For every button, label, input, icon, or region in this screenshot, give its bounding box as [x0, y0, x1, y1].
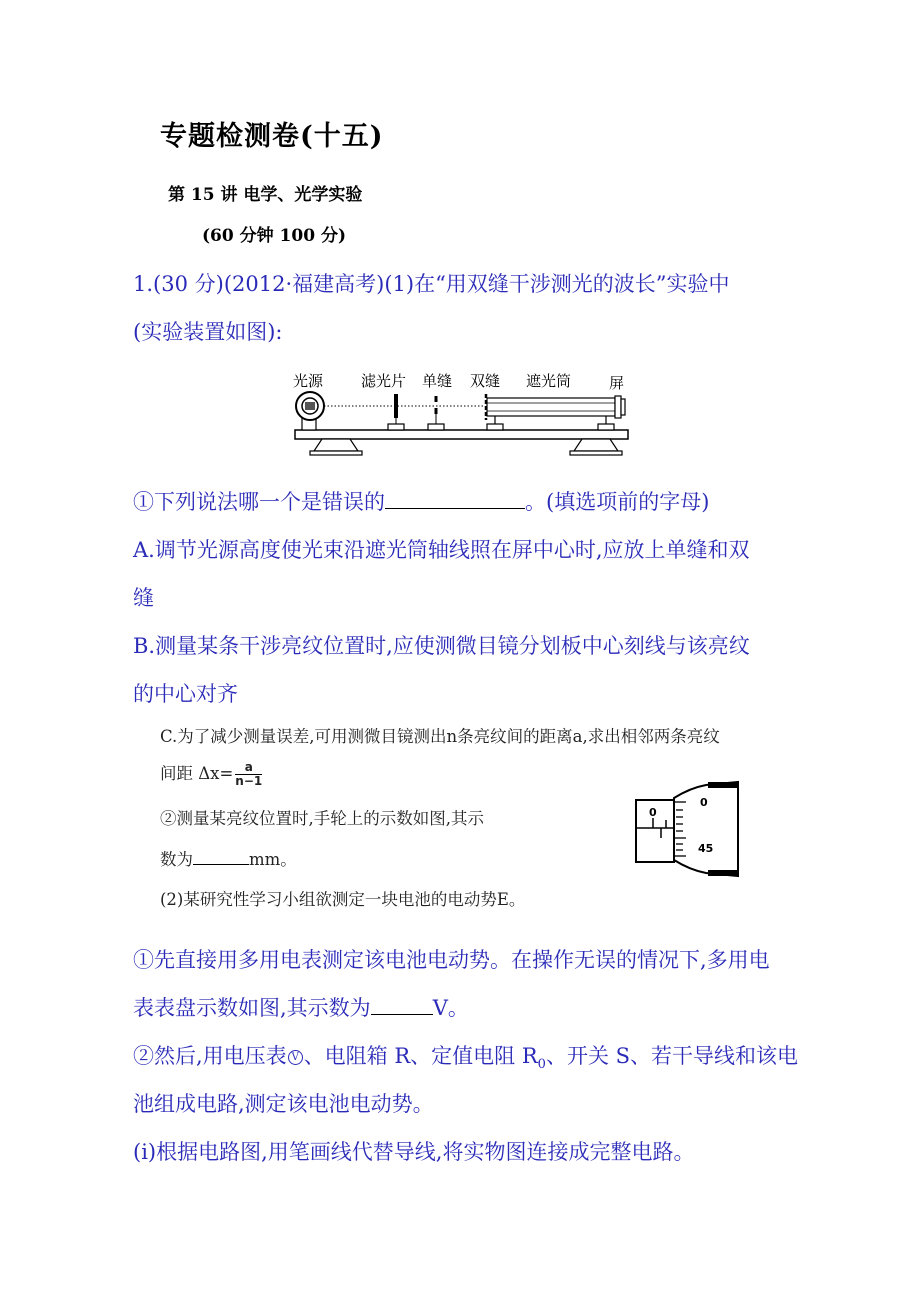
label-double-slit: 双缝 — [470, 372, 501, 390]
q2-step2-components: 、电阻箱 R、定值电阻 R — [303, 1044, 538, 1068]
micrometer-reading-figure — [630, 780, 742, 878]
q2-step2-line2: 池组成电路,测定该电池电动势。 — [133, 1092, 434, 1116]
option-a-line2: 缝 — [133, 586, 154, 610]
q2-step2-prompt: ②然后,用电压表 — [133, 1044, 287, 1068]
q2-step1-line2 — [133, 992, 469, 1022]
option-b-line2: 的中心对齐 — [133, 682, 238, 706]
thimble-mark-45: 45 — [698, 842, 714, 855]
q1-stem-line1: 1.(30 分)(2012·福建高考)(1)在“用双缝干涉测光的波长”实验中 — [133, 272, 730, 296]
thimble-mark-0: 0 — [700, 796, 708, 809]
q1-part-b: (2)某研究性学习小组欲测定一块电池的电动势E。 — [160, 890, 526, 909]
q1-part2-prompt: 数为 — [160, 850, 193, 869]
q1-part1-instruction: 。(填选项前的字母) — [525, 490, 710, 514]
answer-blank-3[interactable] — [371, 993, 433, 1015]
light-shield-tube — [487, 398, 615, 416]
unit-volt: V。 — [432, 996, 469, 1020]
main-scale-zero: 0 — [649, 806, 657, 819]
q1-part2-line1: ②测量某亮纹位置时,手轮上的示数如图,其示 — [160, 809, 484, 828]
option-a-line1: A.调节光源高度使光束沿遮光筒轴线照在屏中心时,应放上单缝和双 — [133, 538, 750, 562]
bench-foot-right — [574, 439, 618, 451]
lesson-subtitle: 第 15 讲 电学、光学实验 — [168, 185, 363, 205]
q2-step2-line1 — [133, 1040, 798, 1072]
time-score-info: (60 分钟 100 分) — [202, 226, 346, 246]
fraction-denominator: n−1 — [235, 774, 263, 788]
option-c-line1: C.为了减少测量误差,可用测微目镜测出n条亮纹间的距离a,求出相邻两条亮纹 — [160, 727, 720, 746]
fraction-a-over-n-1 — [235, 761, 262, 788]
q1-part2-line2 — [160, 846, 297, 870]
unit-mm: mm。 — [249, 850, 297, 869]
screen-eyepiece — [615, 396, 621, 418]
fraction-numerator: a — [235, 761, 262, 775]
label-single-slit: 单缝 — [422, 372, 453, 390]
label-filter: 滤光片 — [361, 372, 407, 390]
q1-stem-line2: (实验装置如图): — [133, 320, 283, 344]
r0-subscript: 0 — [537, 1057, 546, 1073]
q1-part1-prompt: ①下列说法哪一个是错误的 — [133, 490, 385, 514]
voltmeter-symbol-icon: V — [288, 1050, 303, 1065]
option-c-line2 — [160, 760, 262, 788]
label-tube: 遮光筒 — [526, 372, 572, 390]
double-slit-apparatus-figure — [290, 368, 635, 460]
q2-step2-components-tail: 、开关 S、若干导线和该电 — [545, 1044, 799, 1068]
delta-x-expression: 间距 Δx= — [160, 764, 234, 783]
q2-step3: (ⅰ)根据电路图,用笔画线代替导线,将实物图连接成完整电路。 — [133, 1140, 695, 1164]
optical-bench — [295, 430, 628, 439]
option-b-line1: B.测量某条干涉亮纹位置时,应使测微目镜分划板中心刻线与该亮纹 — [133, 634, 750, 658]
q2-step1-prompt: 表表盘示数如图,其示数为 — [133, 996, 371, 1020]
page-title: 专题检测卷(十五) — [160, 121, 384, 152]
q2-step1-line1: ①先直接用多用电表测定该电池电动势。在操作无误的情况下,多用电 — [133, 948, 770, 972]
answer-blank-2[interactable] — [193, 848, 249, 866]
label-light-source: 光源 — [293, 372, 324, 390]
label-screen: 屏 — [609, 374, 625, 392]
q1-part1 — [133, 486, 709, 516]
answer-blank-1[interactable] — [385, 487, 525, 509]
bench-foot-left — [314, 439, 358, 451]
